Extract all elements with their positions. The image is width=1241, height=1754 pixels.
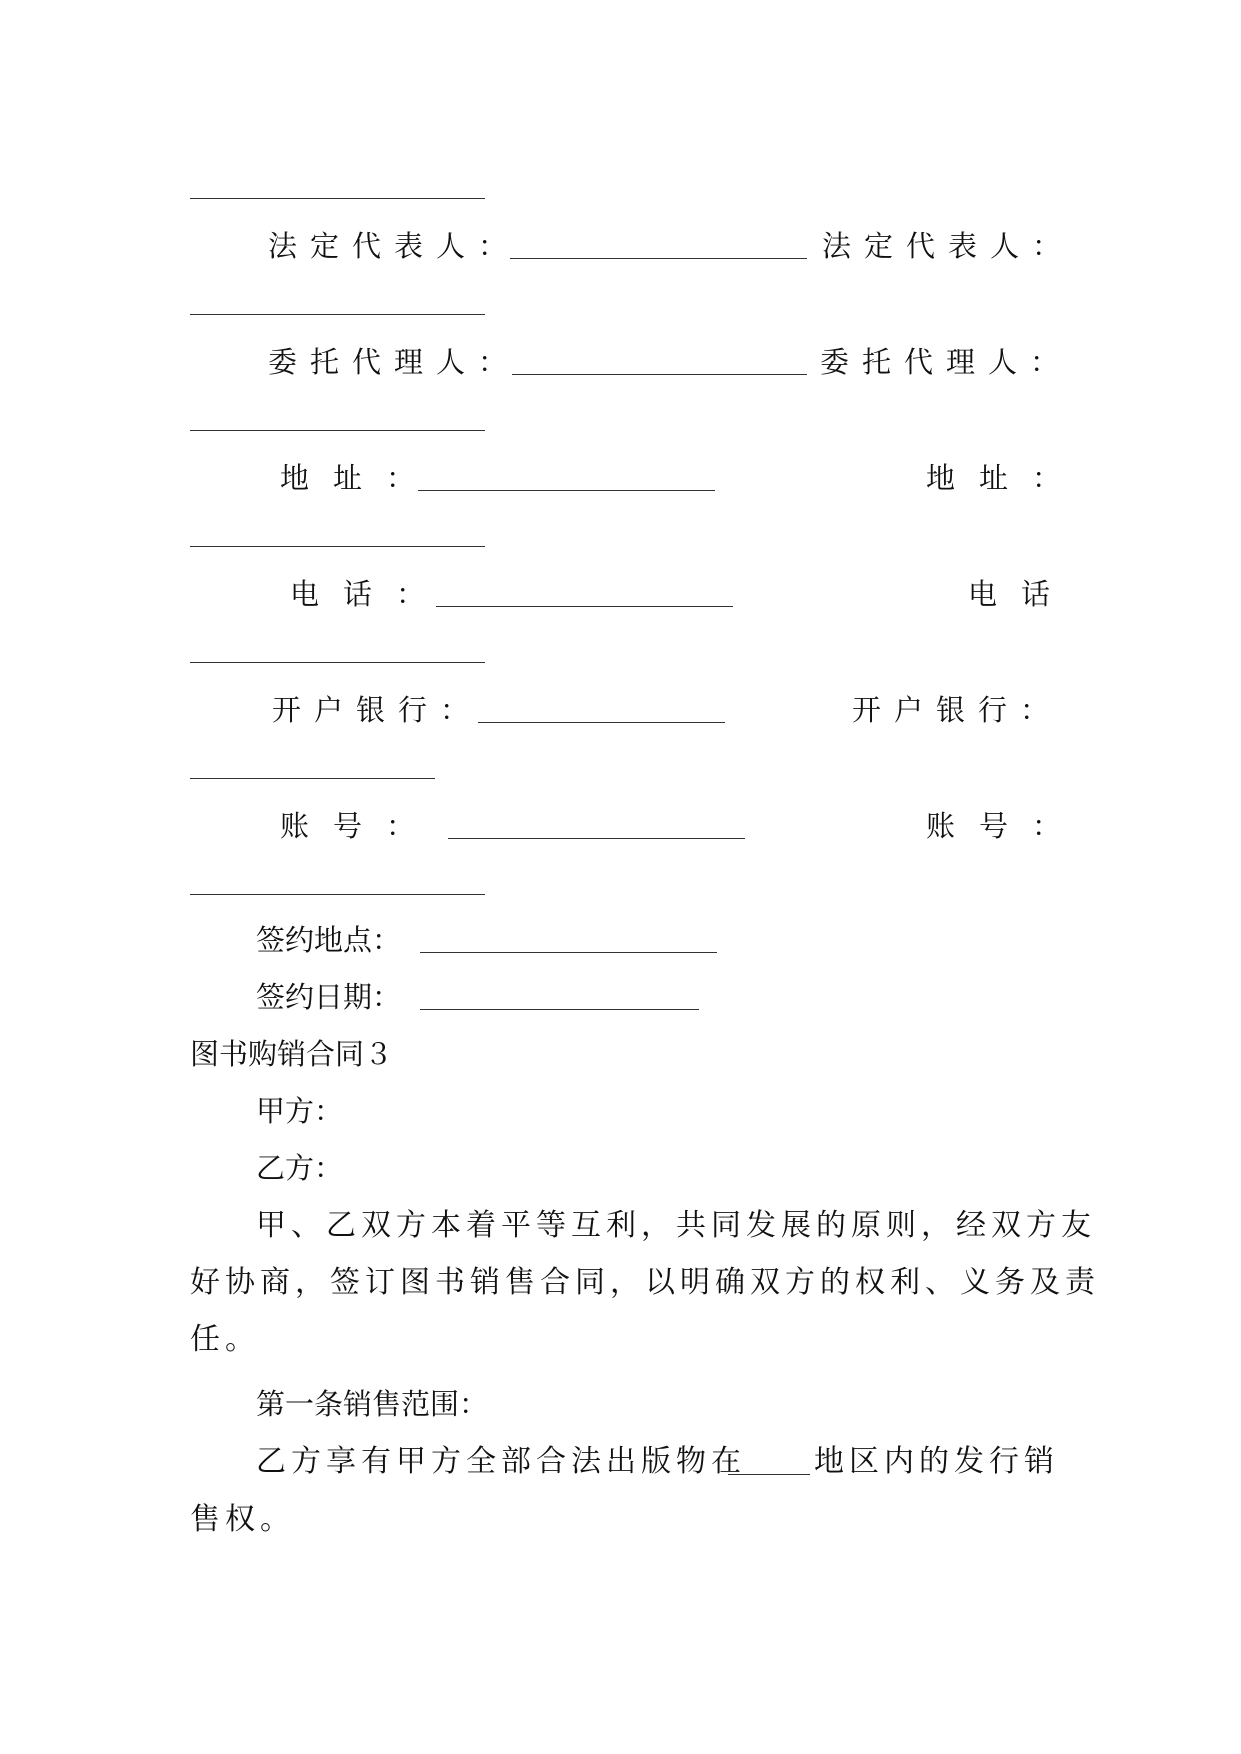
agent-label-right: 委托代理人： (820, 345, 1073, 379)
agent-label-left: 委托代理人： (268, 345, 521, 379)
article-1-text-b: 地区内的发行销 (814, 1444, 1059, 1479)
legal-rep-label-right: 法定代表人： (822, 229, 1075, 263)
bank-blank-left (478, 722, 725, 723)
agent-blank-left (512, 374, 807, 375)
region-blank (728, 1474, 810, 1475)
address-blank-right (190, 546, 485, 547)
intro-paragraph-line: 任。 (190, 1322, 260, 1357)
bank-blank-right (190, 778, 435, 779)
article-1-text-a: 乙方享有甲方全部合法出版物在 (256, 1444, 746, 1479)
article-1-title: 第一条销售范围： (256, 1387, 489, 1421)
account-label-left: 账号： (280, 809, 440, 843)
account-blank-left (448, 838, 745, 839)
party-a-label: 甲方： (256, 1094, 344, 1128)
sign-place-blank (420, 952, 717, 953)
account-label-right: 账号： (926, 809, 1086, 843)
party-b-label: 乙方： (256, 1151, 344, 1185)
legal-rep-blank-right (190, 314, 485, 315)
blank-line (190, 198, 485, 199)
sign-date-label: 签约日期： (256, 980, 402, 1014)
bank-label-left: 开户银行： (272, 693, 483, 727)
address-label-left: 地址： (280, 461, 440, 495)
phone-blank-left (436, 606, 733, 607)
sign-place-label: 签约地点： (256, 923, 402, 957)
phone-label-right: 电话 (968, 577, 1075, 611)
bank-label-right: 开户银行： (852, 693, 1063, 727)
phone-label-left: 电话： (290, 577, 450, 611)
phone-blank-right (190, 662, 485, 663)
sign-date-blank (420, 1009, 699, 1010)
legal-rep-label-left: 法定代表人： (268, 229, 521, 263)
account-blank-right (190, 894, 485, 895)
agent-blank-right (190, 430, 485, 431)
legal-rep-blank-left (510, 258, 807, 259)
address-label-right: 地址： (926, 461, 1086, 495)
contract-title: 图书购销合同３ (190, 1037, 394, 1071)
address-blank-left (418, 490, 715, 491)
intro-paragraph-line: 甲、乙双方本着平等互利，共同发展的原则，经双方友 (256, 1208, 1096, 1243)
article-1-text-line2: 售权。 (190, 1502, 295, 1537)
intro-paragraph-line: 好协商，签订图书销售合同，以明确双方的权利、义务及责 (190, 1265, 1100, 1300)
